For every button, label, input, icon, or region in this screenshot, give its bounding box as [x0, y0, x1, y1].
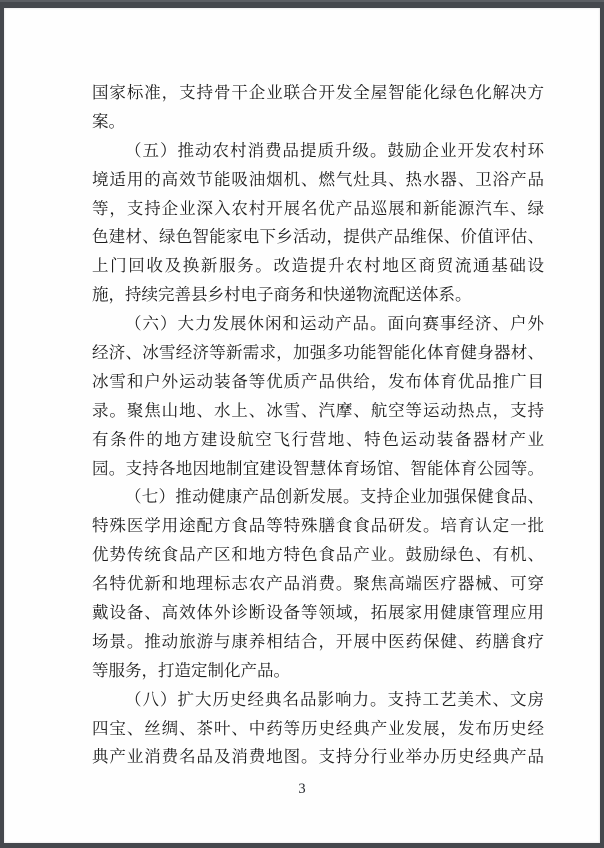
text-line: 场景。推动旅游与康养相结合，开展中医药保健、药膳食疗	[92, 631, 544, 651]
text-line: （八）扩大历史经典名品影响力。支持工艺美术、文房	[125, 689, 544, 709]
text-line: 施，持续完善县乡村电子商务和快递物流配送体系。	[92, 285, 472, 305]
text-line: 典产业消费名品及消费地图。支持分行业举办历史经典产品	[92, 747, 544, 767]
document-page	[4, 8, 600, 843]
text-line: 戴设备、高效体外诊断设备等领域，拓展家用健康管理应用	[92, 603, 544, 623]
text-line: 经济、冰雪经济等新需求，加强多功能智能化体育健身器材、	[92, 343, 544, 363]
text-line: 名特优新和地理标志农产品消费。聚焦高端医疗器械、可穿	[92, 574, 544, 594]
text-line: （七）推动健康产品创新发展。支持企业加强保健食品、	[125, 487, 544, 507]
text-line: （五）推动农村消费品提质升级。鼓励企业开发农村环	[125, 140, 544, 160]
text-line: 有条件的地方建设航空飞行营地、特色运动装备器材产业	[92, 429, 544, 449]
text-line: 优势传统食品产区和地方特色食品产业。鼓励绿色、有机、	[92, 545, 544, 565]
text-line: 境适用的高效节能吸油烟机、燃气灶具、热水器、卫浴产品	[92, 169, 544, 189]
text-line: 色建材、绿色智能家电下乡活动，提供产品维保、价值评估、	[92, 227, 544, 247]
text-line: 等，支持企业深入农村开展名优产品巡展和新能源汽车、绿	[92, 198, 544, 218]
text-line: 上门回收及换新服务。改造提升农村地区商贸流通基础设	[92, 256, 544, 276]
text-line: 四宝、丝绸、茶叶、中药等历史经典产业发展，发布历史经	[92, 718, 544, 738]
text-line: 园。支持各地因地制宜建设智慧体育场馆、智能体育公园等。	[92, 458, 544, 478]
text-line: 录。聚焦山地、水上、冰雪、汽摩、航空等运动热点，支持	[92, 400, 544, 420]
page-number: 3	[298, 781, 306, 798]
text-line: 特殊医学用途配方食品等特殊膳食食品研发。培育认定一批	[92, 516, 544, 536]
text-line: 冰雪和户外运动装备等优质产品供给，发布体育优品推广目	[92, 371, 544, 391]
text-line: （六）大力发展休闲和运动产品。面向赛事经济、户外	[125, 314, 544, 334]
text-line: 等服务，打造定制化产品。	[92, 660, 290, 680]
text-line: 案。	[92, 111, 125, 131]
document-body	[4, 8, 600, 772]
text-line: 国家标准，支持骨干企业联合开发全屋智能化绿色化解决方	[92, 83, 544, 102]
